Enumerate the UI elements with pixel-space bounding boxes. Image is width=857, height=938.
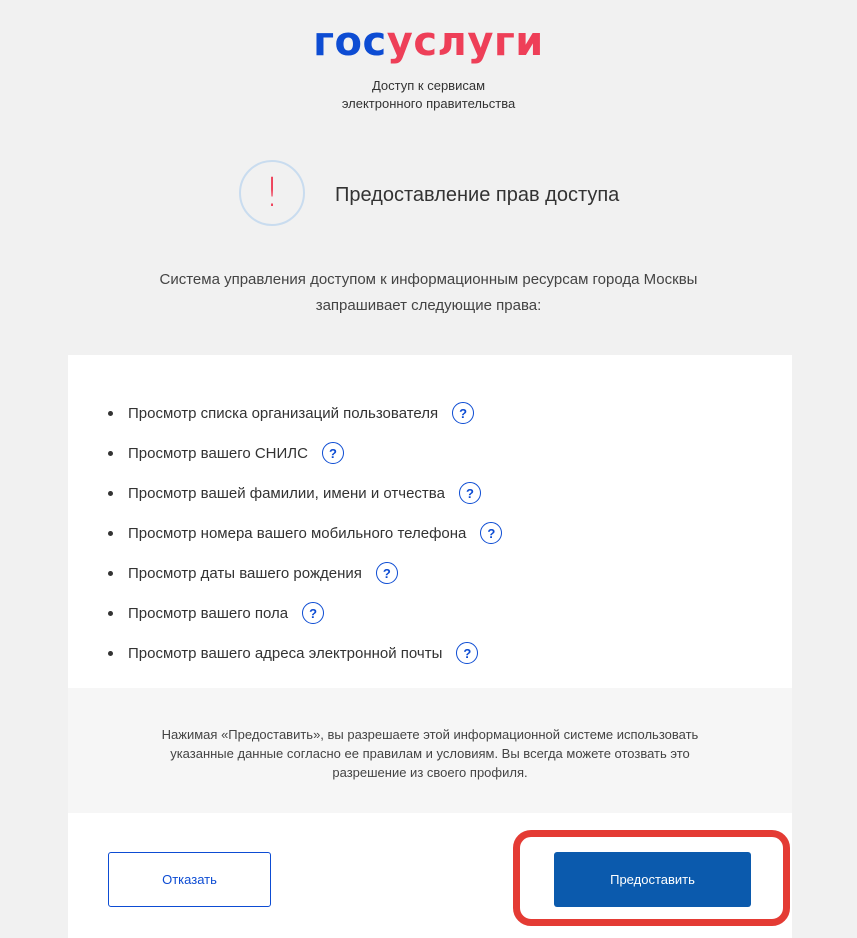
intro-line-2: запрашивает следующие права:: [315, 297, 542, 314]
permission-label: Просмотр вашего СНИЛС: [128, 444, 308, 462]
permission-label: Просмотр вашего адреса электронной почты: [128, 644, 443, 662]
permission-item: [108, 513, 502, 553]
request-intro: [0, 267, 857, 319]
bullet-icon: [108, 451, 113, 456]
decline-button[interactable]: Отказать: [108, 852, 271, 907]
permission-item: [108, 473, 502, 513]
permission-item: [108, 393, 502, 433]
bullet-icon: [108, 411, 113, 416]
logo-part-uslugi: услуги: [386, 19, 544, 65]
permission-label: Просмотр даты вашего рождения: [128, 564, 362, 582]
notice-line-1: Нажимая «Предоставить», вы разрешаете этой информационной системе использовать: [161, 727, 699, 742]
help-icon[interactable]: ?: [322, 442, 344, 464]
page-title: Предоставление прав доступа: [335, 184, 620, 206]
help-icon[interactable]: ?: [452, 402, 474, 424]
permission-label: Просмотр вашего пола: [128, 604, 289, 622]
permission-label: Просмотр вашей фамилии, имени и отчества: [128, 484, 445, 502]
bullet-icon: [108, 651, 113, 656]
consent-notice: [68, 688, 792, 813]
grant-button[interactable]: Предоставить: [554, 852, 751, 907]
exclamation-circle-icon: [239, 160, 305, 226]
help-icon[interactable]: ?: [480, 522, 502, 544]
bullet-icon: [108, 611, 113, 616]
bullet-icon: [108, 531, 113, 536]
logo-part-gos: гос: [313, 19, 387, 65]
permission-label: Просмотр списка организаций пользователя: [128, 404, 439, 422]
exclamation-mark: !: [263, 170, 281, 216]
permission-item: [108, 633, 502, 673]
permission-label: Просмотр номера вашего мобильного телефона: [128, 524, 467, 542]
bullet-icon: [108, 571, 113, 576]
subtitle-line-2: электронного правительства: [341, 96, 516, 111]
help-icon[interactable]: ?: [302, 602, 324, 624]
logo-subtitle: [0, 77, 857, 113]
notice-line-3: разрешение из своего профиля.: [332, 765, 528, 780]
gosuslugi-logo: [0, 18, 857, 66]
help-icon[interactable]: ?: [376, 562, 398, 584]
help-icon[interactable]: ?: [456, 642, 478, 664]
subtitle-line-1: Доступ к сервисам: [371, 78, 486, 93]
notice-line-2: указанные данные согласно ее правилам и условиям. Вы всегда можете отозвать это: [170, 746, 690, 761]
help-icon[interactable]: ?: [459, 482, 481, 504]
bullet-icon: [108, 491, 113, 496]
permission-item: [108, 433, 502, 473]
permission-item: [108, 553, 502, 593]
permissions-list: [108, 393, 502, 673]
intro-line-1: Система управления доступом к информационным ресурсам города Москвы: [159, 271, 698, 288]
permission-item: [108, 593, 502, 633]
